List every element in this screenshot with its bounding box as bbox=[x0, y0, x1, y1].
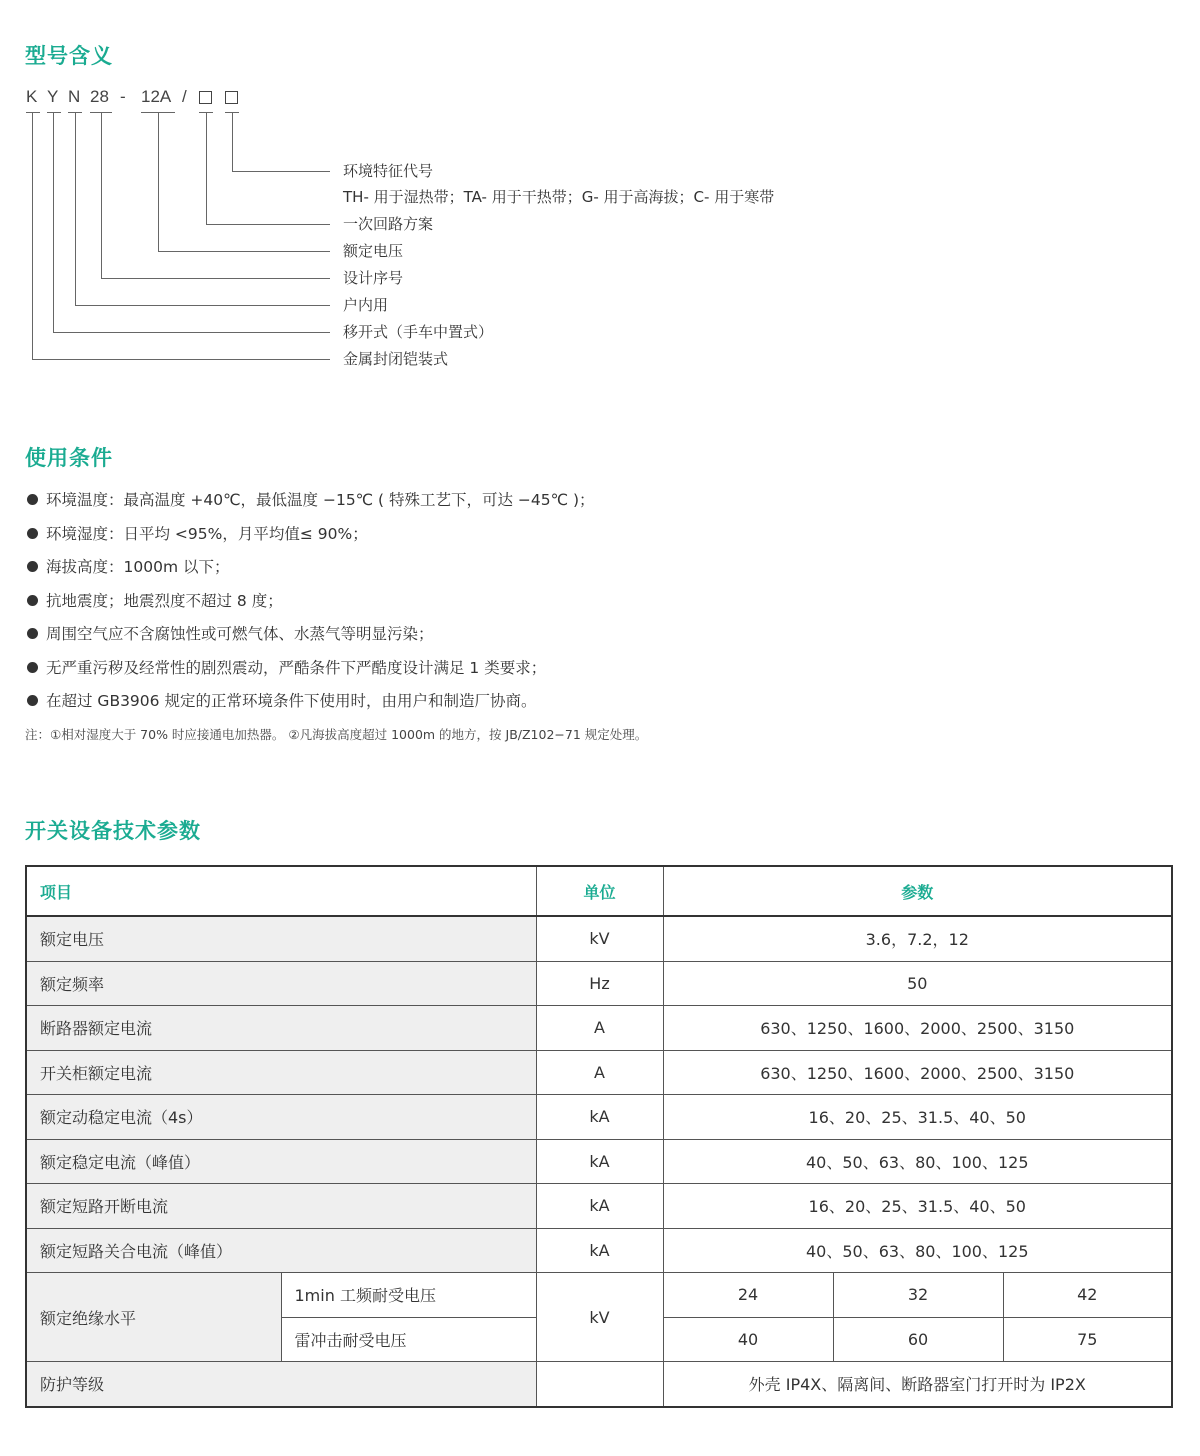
cell-value: 60 bbox=[833, 1317, 1003, 1362]
leader-line bbox=[32, 359, 330, 360]
leader-line bbox=[53, 112, 54, 332]
leader-line bbox=[232, 112, 233, 171]
cell-unit: kA bbox=[536, 1095, 663, 1140]
cell-value: 16、20、25、31.5、40、50 bbox=[663, 1184, 1172, 1229]
cell-value: 40、50、63、80、100、125 bbox=[663, 1139, 1172, 1184]
table-row bbox=[26, 1095, 1172, 1140]
leader-line bbox=[232, 171, 330, 172]
code-letter-n: N bbox=[68, 87, 81, 106]
leader-line bbox=[75, 112, 76, 305]
cell-value: 24 bbox=[663, 1273, 833, 1318]
leader-line bbox=[206, 224, 330, 225]
cell-item: 额定稳定电流（峰值） bbox=[26, 1139, 536, 1184]
list-item bbox=[27, 687, 595, 721]
cell-item-insulation: 额定绝缘水平 bbox=[26, 1273, 281, 1362]
list-item bbox=[27, 486, 595, 520]
cell-value: 外壳 IP4X、隔离间、断路器室门打开时为 IP2X bbox=[663, 1362, 1172, 1407]
legend-circuit-scheme: 一次回路方案 bbox=[343, 215, 434, 233]
cell-unit: kA bbox=[536, 1184, 663, 1229]
cell-value: 630、1250、1600、2000、2500、3150 bbox=[663, 1050, 1172, 1095]
bullet-icon bbox=[27, 695, 38, 706]
code-dash: - bbox=[120, 87, 126, 106]
cell-value: 3.6，7.2，12 bbox=[663, 916, 1172, 961]
condition-text: 在超过 GB3906 规定的正常环境条件下使用时，由用户和制造厂协商。 bbox=[46, 692, 537, 710]
cell-item: 防护等级 bbox=[26, 1362, 536, 1407]
legend-metal-enclosed: 金属封闭铠装式 bbox=[343, 350, 449, 368]
code-number-28: 28 bbox=[90, 87, 109, 106]
cell-unit: Hz bbox=[536, 961, 663, 1006]
leader-line bbox=[101, 278, 330, 279]
bullet-icon bbox=[27, 662, 38, 673]
bullet-icon bbox=[27, 528, 38, 539]
cell-item: 额定频率 bbox=[26, 961, 536, 1006]
leader-line bbox=[158, 251, 330, 252]
table-row bbox=[26, 961, 1172, 1006]
table-row bbox=[26, 1228, 1172, 1273]
bullet-icon bbox=[27, 494, 38, 505]
cell-value: 50 bbox=[663, 961, 1172, 1006]
code-slash: / bbox=[182, 87, 187, 106]
condition-text: 周围空气应不含腐蚀性或可燃气体、水蒸气等明显污染； bbox=[46, 625, 434, 643]
list-item bbox=[27, 553, 595, 587]
code-placeholder-box bbox=[199, 91, 212, 104]
leader-line bbox=[158, 112, 159, 251]
cell-unit: A bbox=[536, 1050, 663, 1095]
table-row bbox=[26, 1050, 1172, 1095]
condition-text: 环境湿度：日平均 <95%，月平均值≤ 90%； bbox=[46, 524, 368, 543]
leader-line bbox=[101, 112, 102, 278]
list-item bbox=[27, 620, 595, 654]
cell-unit: A bbox=[536, 1006, 663, 1051]
code-letter-y: Y bbox=[47, 87, 59, 106]
table-row bbox=[26, 916, 1172, 961]
cell-value: 75 bbox=[1003, 1317, 1172, 1362]
header-param: 参数 bbox=[663, 866, 1172, 916]
cell-subitem: 雷冲击耐受电压 bbox=[281, 1317, 536, 1362]
cell-value: 42 bbox=[1003, 1273, 1172, 1318]
cell-subitem: 1min 工频耐受电压 bbox=[281, 1273, 536, 1318]
cell-unit: kV bbox=[536, 916, 663, 961]
table-row bbox=[26, 1184, 1172, 1229]
code-placeholder-box bbox=[225, 91, 238, 104]
legend-design-number: 设计序号 bbox=[343, 269, 404, 287]
cell-value: 40 bbox=[663, 1317, 833, 1362]
cell-value: 630、1250、1600、2000、2500、3150 bbox=[663, 1006, 1172, 1051]
condition-text: 环境温度：最高温度 +40℃，最低温度 −15℃ ( 特殊工艺下，可达 −45℃ )； bbox=[46, 491, 595, 509]
leader-line bbox=[32, 112, 33, 359]
table-row bbox=[26, 1273, 1172, 1318]
table-section-title: 开关设备技术参数 bbox=[25, 819, 201, 843]
list-item bbox=[27, 520, 595, 554]
cell-unit: kA bbox=[536, 1139, 663, 1184]
table-row bbox=[26, 1006, 1172, 1051]
condition-text: 无严重污秽及经常性的剧烈震动，严酷条件下严酷度设计满足 1 类要求； bbox=[46, 658, 547, 677]
bullet-icon bbox=[27, 628, 38, 639]
cell-item: 断路器额定电流 bbox=[26, 1006, 536, 1051]
table-row bbox=[26, 1139, 1172, 1184]
header-unit: 单位 bbox=[536, 866, 663, 916]
code-underline bbox=[26, 112, 40, 113]
condition-text: 抗地震度；地震烈度不超过 8 度； bbox=[46, 591, 283, 610]
conditions-list bbox=[27, 486, 595, 721]
code-12a: 12A bbox=[141, 87, 172, 106]
cell-value: 40、50、63、80、100、125 bbox=[663, 1228, 1172, 1273]
legend-rated-voltage: 额定电压 bbox=[343, 242, 404, 260]
code-letter-k: K bbox=[26, 87, 38, 106]
cell-value: 32 bbox=[833, 1273, 1003, 1318]
code-underline bbox=[47, 112, 61, 113]
list-item bbox=[27, 587, 595, 621]
table-header-row bbox=[26, 866, 1172, 916]
cell-item: 额定动稳定电流（4s） bbox=[26, 1095, 536, 1140]
conditions-section-title: 使用条件 bbox=[25, 446, 113, 470]
cell-unit: kV bbox=[536, 1273, 663, 1362]
model-section-title: 型号含义 bbox=[25, 44, 113, 68]
cell-value: 16、20、25、31.5、40、50 bbox=[663, 1095, 1172, 1140]
tech-params-table bbox=[25, 865, 1173, 1408]
cell-item: 开关柜额定电流 bbox=[26, 1050, 536, 1095]
cell-unit-empty bbox=[536, 1362, 663, 1407]
leader-line bbox=[53, 332, 330, 333]
bullet-icon bbox=[27, 595, 38, 606]
legend-indoor: 户内用 bbox=[343, 296, 389, 314]
bullet-icon bbox=[27, 561, 38, 572]
conditions-note: 注：①相对湿度大于 70% 时应接通电加热器。 ②凡海拔高度超过 1000m 的地方，按 JB/Z102−71 规定处理。 bbox=[25, 727, 648, 742]
legend-withdrawable: 移开式（手车中置式） bbox=[343, 323, 494, 341]
cell-item: 额定短路关合电流（峰值） bbox=[26, 1228, 536, 1273]
cell-item: 额定电压 bbox=[26, 916, 536, 961]
cell-item: 额定短路开断电流 bbox=[26, 1184, 536, 1229]
header-item: 项目 bbox=[26, 866, 536, 916]
table-row bbox=[26, 1362, 1172, 1407]
legend-environment-code: 环境特征代号 bbox=[343, 162, 434, 180]
leader-line bbox=[75, 305, 330, 306]
cell-unit: kA bbox=[536, 1228, 663, 1273]
condition-text: 海拔高度：1000m 以下； bbox=[46, 558, 230, 576]
leader-line bbox=[206, 112, 207, 224]
legend-environment-detail: TH- 用于湿热带；TA- 用于干热带；G- 用于高海拔；C- 用于寒带 bbox=[343, 188, 775, 206]
list-item bbox=[27, 654, 595, 688]
